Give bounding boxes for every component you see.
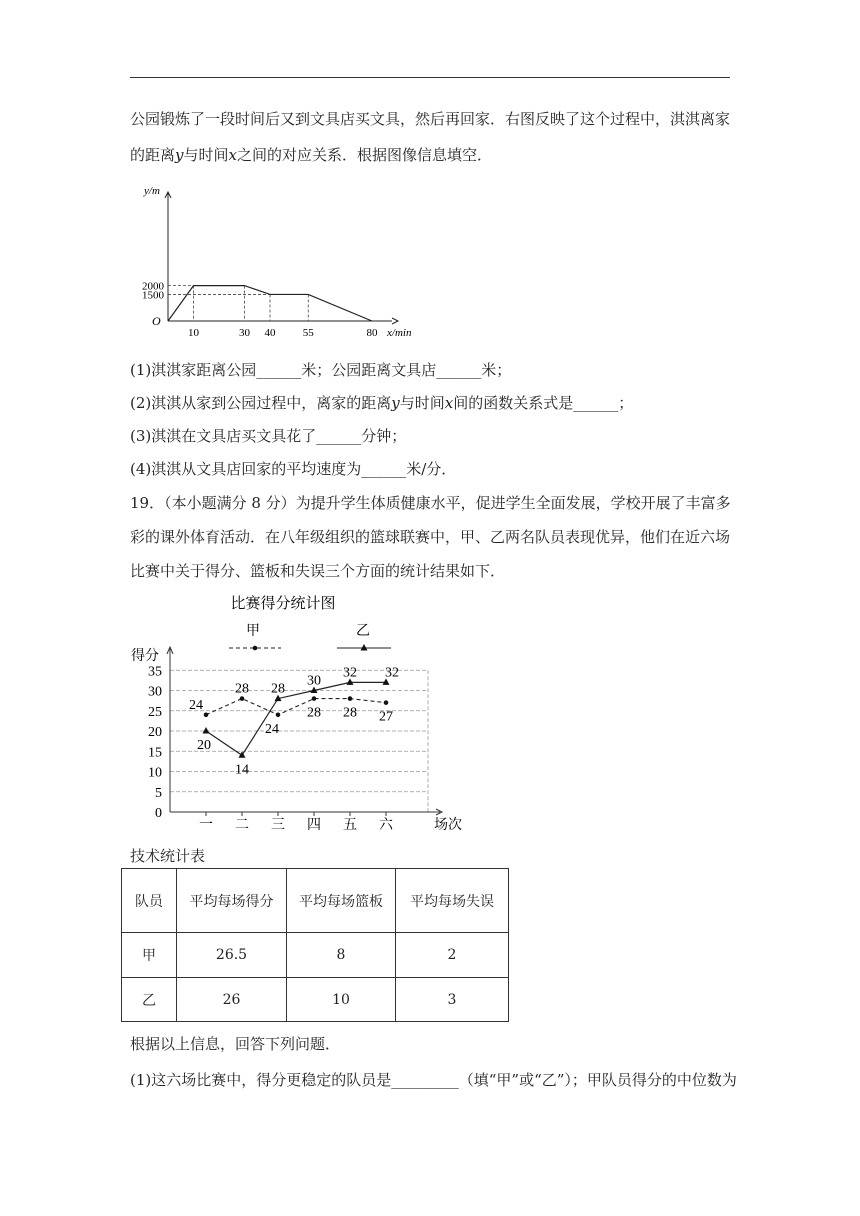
y-tick-label: 25 — [148, 704, 162, 720]
series-jia-point — [204, 713, 209, 718]
chart-title: 比赛得分统计图 — [230, 596, 336, 612]
data-label: 30 — [307, 673, 321, 689]
intro-line-2: 的距离y与时间x之间的对应关系．根据图像信息填空． — [130, 146, 492, 164]
data-label: 14 — [235, 762, 249, 778]
header-rule — [130, 77, 730, 78]
question-1-2: (2)淇淇从家到公园过程中，离家的距离y与时间x间的函数关系式是______； — [130, 394, 634, 412]
data-label: 27 — [379, 709, 393, 725]
series-yi-point — [203, 727, 210, 734]
series-jia-point — [348, 696, 353, 701]
x-tick-label: 80 — [366, 327, 378, 339]
data-label: 32 — [385, 665, 399, 681]
question-1-4: (4)淇淇从文具店回家的平均速度为______米/分． — [130, 460, 457, 478]
series-jia-point — [276, 713, 281, 718]
series-jia-point — [240, 696, 245, 701]
y-axis-label: 得分 — [131, 649, 159, 664]
y-axis-label: y/m — [144, 185, 160, 197]
x-tick-label: 五 — [343, 818, 357, 833]
series-jia-point — [312, 696, 317, 701]
table-cell: 10 — [287, 978, 396, 1022]
x-tick-label: 10 — [188, 327, 199, 339]
x-tick-label: 六 — [379, 818, 393, 833]
legend-yi-marker — [361, 644, 368, 651]
table-cell: 甲 — [122, 933, 177, 978]
table-header-cell: 队员 — [122, 869, 177, 933]
question-1-3: (3)淇淇在文具店买文具花了______分钟； — [130, 427, 407, 445]
table-header-cell: 平均每场失误 — [396, 869, 509, 933]
table-header-cell: 平均每场得分 — [177, 869, 287, 933]
question-1-1: (1)淇淇家距离公园______米；公园距离文具店______米； — [130, 361, 512, 379]
problem-19-line-1: 19．（本小题满分 8 分）为提升学生体质健康水平，促进学生全面发展，学校开展了丰富多 — [130, 494, 731, 512]
table-cell: 26 — [177, 978, 287, 1022]
table-cell: 乙 — [122, 978, 177, 1022]
table-row — [122, 978, 509, 1022]
table-row — [122, 933, 509, 978]
x-axis-label: 场次 — [434, 818, 462, 833]
data-label: 24 — [265, 721, 279, 737]
table-header-row — [122, 869, 509, 933]
table-header-cell: 平均每场篮板 — [287, 869, 396, 933]
data-label: 24 — [189, 697, 203, 713]
legend-label: 乙 — [356, 624, 370, 639]
data-label: 32 — [343, 665, 357, 681]
x-axis-label: x/min — [387, 327, 412, 339]
series-jia-point — [384, 700, 389, 705]
data-label: 20 — [197, 738, 211, 753]
question-19-1: (1)这六场比赛中，得分更稳定的队员是_________（填“甲”或“乙”）；甲队员得分的中位数为 — [130, 1071, 737, 1089]
y-tick-label: 5 — [155, 785, 162, 801]
table-cell: 8 — [287, 933, 396, 978]
table-cell: 3 — [396, 978, 509, 1022]
x-tick-label: 三 — [271, 818, 285, 833]
distance-time-graph — [140, 180, 430, 340]
table-cell: 2 — [396, 933, 509, 978]
y-tick-label: 35 — [148, 664, 162, 680]
data-label: 28 — [307, 705, 321, 721]
y-tick-label: 0 — [155, 806, 162, 821]
problem-19-line-2: 彩的课外体育活动．在八年级组织的篮球联赛中，甲、乙两名队员表现优异，他们在近六场 — [130, 528, 731, 546]
legend-jia-marker — [253, 646, 258, 651]
x-tick-label: 一 — [199, 818, 213, 833]
data-label: 28 — [343, 705, 357, 721]
x-tick-label: 40 — [264, 327, 276, 339]
score-line-chart — [125, 588, 465, 838]
series-yi-line — [206, 682, 386, 755]
after-table-text: 根据以上信息，回答下列问题． — [130, 1035, 341, 1053]
x-tick-label: 四 — [307, 818, 321, 833]
x-tick-label: 二 — [235, 818, 249, 833]
y-tick-label: 2000 — [142, 280, 164, 293]
y-tick-label: 20 — [148, 725, 162, 740]
series-jia-line — [206, 699, 386, 715]
data-label: 28 — [235, 681, 249, 697]
x-tick-label: 55 — [302, 327, 314, 339]
x-axis-arrow — [392, 318, 398, 324]
x-tick-label: 30 — [239, 327, 250, 339]
y-tick-label: 15 — [148, 745, 162, 761]
data-label: 28 — [271, 681, 285, 697]
intro-line-1: 公园锻炼了一段时间后又到文具店买文具，然后再回家．右图反映了这个过程中，淇淇离家 — [130, 110, 731, 128]
y-tick-label: 1500 — [142, 289, 164, 302]
y-tick-label: 10 — [148, 765, 162, 781]
table-cell: 26.5 — [177, 933, 287, 978]
problem-19-line-3: 比赛中关于得分、篮板和失误三个方面的统计结果如下． — [130, 562, 506, 580]
y-tick-label: 30 — [148, 684, 162, 700]
origin-label: O — [152, 314, 161, 328]
stats-table — [121, 868, 509, 1022]
table-title: 技术统计表 — [130, 847, 206, 865]
legend-label: 甲 — [246, 624, 260, 639]
